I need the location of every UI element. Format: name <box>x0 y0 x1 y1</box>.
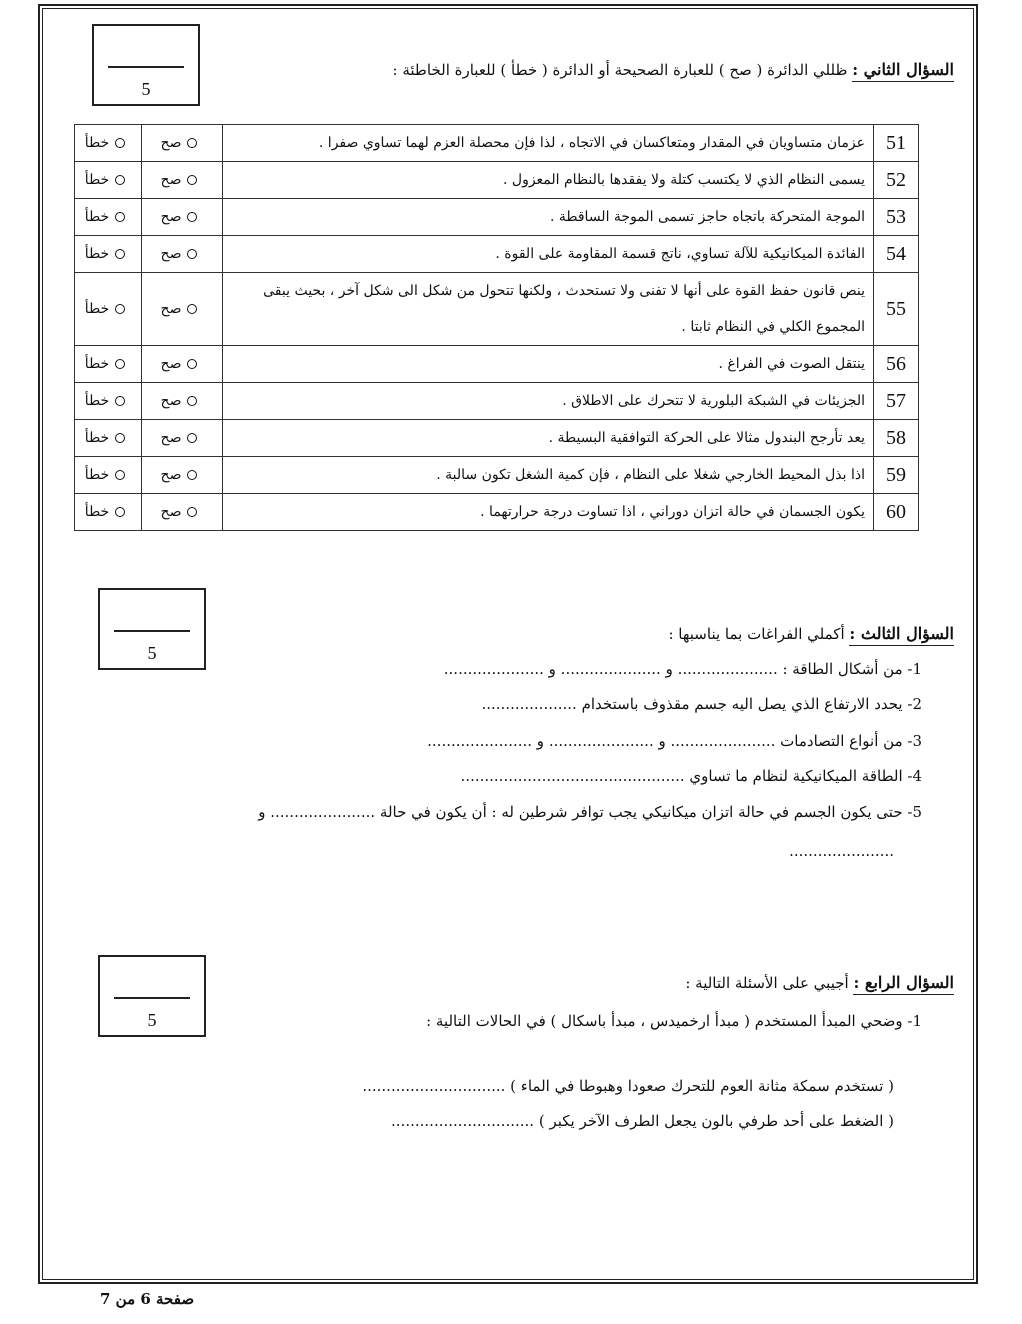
false-option[interactable] <box>75 457 142 494</box>
false-label: خطأ <box>84 393 110 409</box>
true-option[interactable] <box>142 383 223 420</box>
q4-case-1[interactable]: ( تستخدم سمكة مثانة العوم للتحرك صعودا وهبوطا في الماء ) .............................. <box>362 1077 894 1095</box>
false-option[interactable] <box>75 494 142 531</box>
true-circle-icon[interactable] <box>187 304 197 314</box>
true-label: صح <box>160 135 182 151</box>
true-option[interactable] <box>142 162 223 199</box>
q4-score: 5 <box>147 1010 157 1030</box>
false-option[interactable] <box>75 420 142 457</box>
q4-item-1: 1- وضحي المبدأ المستخدم ( مبدأ ارخميدس ، مبدأ باسكال ) في الحالات التالية : <box>426 1012 922 1030</box>
table-row <box>75 494 919 531</box>
row-number: 53 <box>874 199 919 236</box>
row-statement: الفائدة الميكانيكية للآلة تساوي، ناتج قسمة المقاومة على القوة . <box>223 236 874 273</box>
row-number: 56 <box>874 346 919 383</box>
true-false-table <box>74 124 919 531</box>
true-option[interactable] <box>142 199 223 236</box>
q4-score-box <box>98 955 206 1037</box>
true-circle-icon[interactable] <box>187 433 197 443</box>
true-circle-icon[interactable] <box>187 138 197 148</box>
false-label: خطأ <box>84 504 110 520</box>
true-option[interactable] <box>142 125 223 162</box>
table-row <box>75 457 919 494</box>
false-circle-icon[interactable] <box>115 138 125 148</box>
row-number: 59 <box>874 457 919 494</box>
row-statement: عزمان متساويان في المقدار ومتعاكسان في الاتجاه ، لذا فإن محصلة العزم لهما تساوي صفرا . <box>223 125 874 162</box>
row-number: 52 <box>874 162 919 199</box>
row-statement: ينتقل الصوت في الفراغ . <box>223 346 874 383</box>
false-label: خطأ <box>84 467 110 483</box>
true-option[interactable] <box>142 494 223 531</box>
false-circle-icon[interactable] <box>115 507 125 517</box>
table-row <box>75 125 919 162</box>
true-option[interactable] <box>142 457 223 494</box>
table-row <box>75 236 919 273</box>
false-label: خطأ <box>84 135 110 151</box>
true-option[interactable] <box>142 236 223 273</box>
row-number: 55 <box>874 273 919 346</box>
row-statement: الموجة المتحركة باتجاه حاجز تسمى الموجة الساقطة . <box>223 199 874 236</box>
false-option[interactable] <box>75 383 142 420</box>
true-label: صح <box>160 172 182 188</box>
true-label: صح <box>160 393 182 409</box>
false-option[interactable] <box>75 199 142 236</box>
row-number: 51 <box>874 125 919 162</box>
q3-header <box>668 624 954 643</box>
row-number: 54 <box>874 236 919 273</box>
false-label: خطأ <box>84 356 110 372</box>
false-option[interactable] <box>75 236 142 273</box>
true-option[interactable] <box>142 273 223 346</box>
false-circle-icon[interactable] <box>115 470 125 480</box>
table-row <box>75 162 919 199</box>
false-circle-icon[interactable] <box>115 304 125 314</box>
q2-score: 5 <box>141 79 151 99</box>
false-label: خطأ <box>84 430 110 446</box>
true-label: صح <box>160 356 182 372</box>
q2-header <box>393 60 954 79</box>
false-option[interactable] <box>75 346 142 383</box>
false-label: خطأ <box>84 172 110 188</box>
true-circle-icon[interactable] <box>187 507 197 517</box>
q3-score-box <box>98 588 206 670</box>
q3-item-5[interactable]: 5- حتى يكون الجسم في حالة اتزان ميكانيكي يجب توافر شرطين له : أن يكون في حالة ...................... و <box>258 803 922 821</box>
false-label: خطأ <box>84 246 110 262</box>
true-label: صح <box>160 467 182 483</box>
q3-item-4[interactable]: 4- الطاقة الميكانيكية لنظام ما تساوي ............................................... <box>460 767 922 785</box>
false-label: خطأ <box>84 301 110 317</box>
q3-instruction: أكملي الفراغات بما يناسبها : <box>668 625 845 643</box>
table-row <box>75 420 919 457</box>
page-number: صفحة 6 من 7 <box>100 1290 195 1308</box>
true-label: صح <box>160 209 182 225</box>
q4-title: السؤال الرابع : <box>853 973 954 995</box>
table-row <box>75 199 919 236</box>
true-option[interactable] <box>142 420 223 457</box>
table-row <box>75 346 919 383</box>
q3-item-5-continuation[interactable]: ...................... <box>789 842 894 860</box>
row-statement: يسمى النظام الذي لا يكتسب كتلة ولا يفقدها بالنظام المعزول . <box>223 162 874 199</box>
row-number: 60 <box>874 494 919 531</box>
true-circle-icon[interactable] <box>187 249 197 259</box>
q2-score-box <box>92 24 200 106</box>
false-circle-icon[interactable] <box>115 249 125 259</box>
q4-header <box>685 973 954 992</box>
true-circle-icon[interactable] <box>187 212 197 222</box>
q3-title: السؤال الثالث : <box>849 624 954 646</box>
true-label: صح <box>160 246 182 262</box>
q4-case-2[interactable]: ( الضغط على أحد طرفي بالون يجعل الطرف الآخر يكبر ) .............................. <box>391 1112 894 1130</box>
row-statement: اذا بذل المحيط الخارجي شغلا على النظام ، فإن كمية الشغل تكون سالبة . <box>223 457 874 494</box>
true-circle-icon[interactable] <box>187 175 197 185</box>
false-circle-icon[interactable] <box>115 175 125 185</box>
false-circle-icon[interactable] <box>115 359 125 369</box>
row-number: 57 <box>874 383 919 420</box>
false-option[interactable] <box>75 125 142 162</box>
false-option[interactable] <box>75 162 142 199</box>
true-circle-icon[interactable] <box>187 359 197 369</box>
true-label: صح <box>160 504 182 520</box>
q3-item-3[interactable]: 3- من أنواع التصادمات ...................... و ...................... و ...................... <box>427 732 922 750</box>
true-circle-icon[interactable] <box>187 470 197 480</box>
row-statement: الجزيئات في الشبكة البلورية لا تتحرك على الاطلاق . <box>223 383 874 420</box>
table-row <box>75 383 919 420</box>
row-statement: يعد تأرجح البندول مثالا على الحركة التوافقية البسيطة . <box>223 420 874 457</box>
q2-title: السؤال الثاني : <box>852 60 954 82</box>
q3-item-2[interactable]: 2- يحدد الارتفاع الذي يصل اليه جسم مقذوف باستخدام .................... <box>481 695 922 713</box>
false-label: خطأ <box>84 209 110 225</box>
row-number: 58 <box>874 420 919 457</box>
true-option[interactable] <box>142 346 223 383</box>
true-label: صح <box>160 430 182 446</box>
table-row <box>75 273 919 346</box>
q3-score: 5 <box>147 643 157 663</box>
true-circle-icon[interactable] <box>187 396 197 406</box>
false-circle-icon[interactable] <box>115 396 125 406</box>
true-label: صح <box>160 301 182 317</box>
false-circle-icon[interactable] <box>115 212 125 222</box>
q3-item-1[interactable]: 1- من أشكال الطاقة : ..................... و ..................... و ..................... <box>443 660 922 678</box>
q2-instruction: ظللي الدائرة ( صح ) للعبارة الصحيحة أو الدائرة ( خطأ ) للعبارة الخاطئة : <box>392 61 848 79</box>
row-statement: يكون الجسمان في حالة اتزان دوراني ، اذا تساوت درجة حرارتهما . <box>223 494 874 531</box>
false-circle-icon[interactable] <box>115 433 125 443</box>
q4-instruction: أجيبي على الأسئلة التالية : <box>685 974 849 992</box>
row-statement: ينص قانون حفظ القوة على أنها لا تفنى ولا تستحدث ، ولكنها تتحول من شكل الى شكل آخر ، بحيث يبقى المجموع الكلي في النظام ثابتا . <box>223 273 874 346</box>
false-option[interactable] <box>75 273 142 346</box>
